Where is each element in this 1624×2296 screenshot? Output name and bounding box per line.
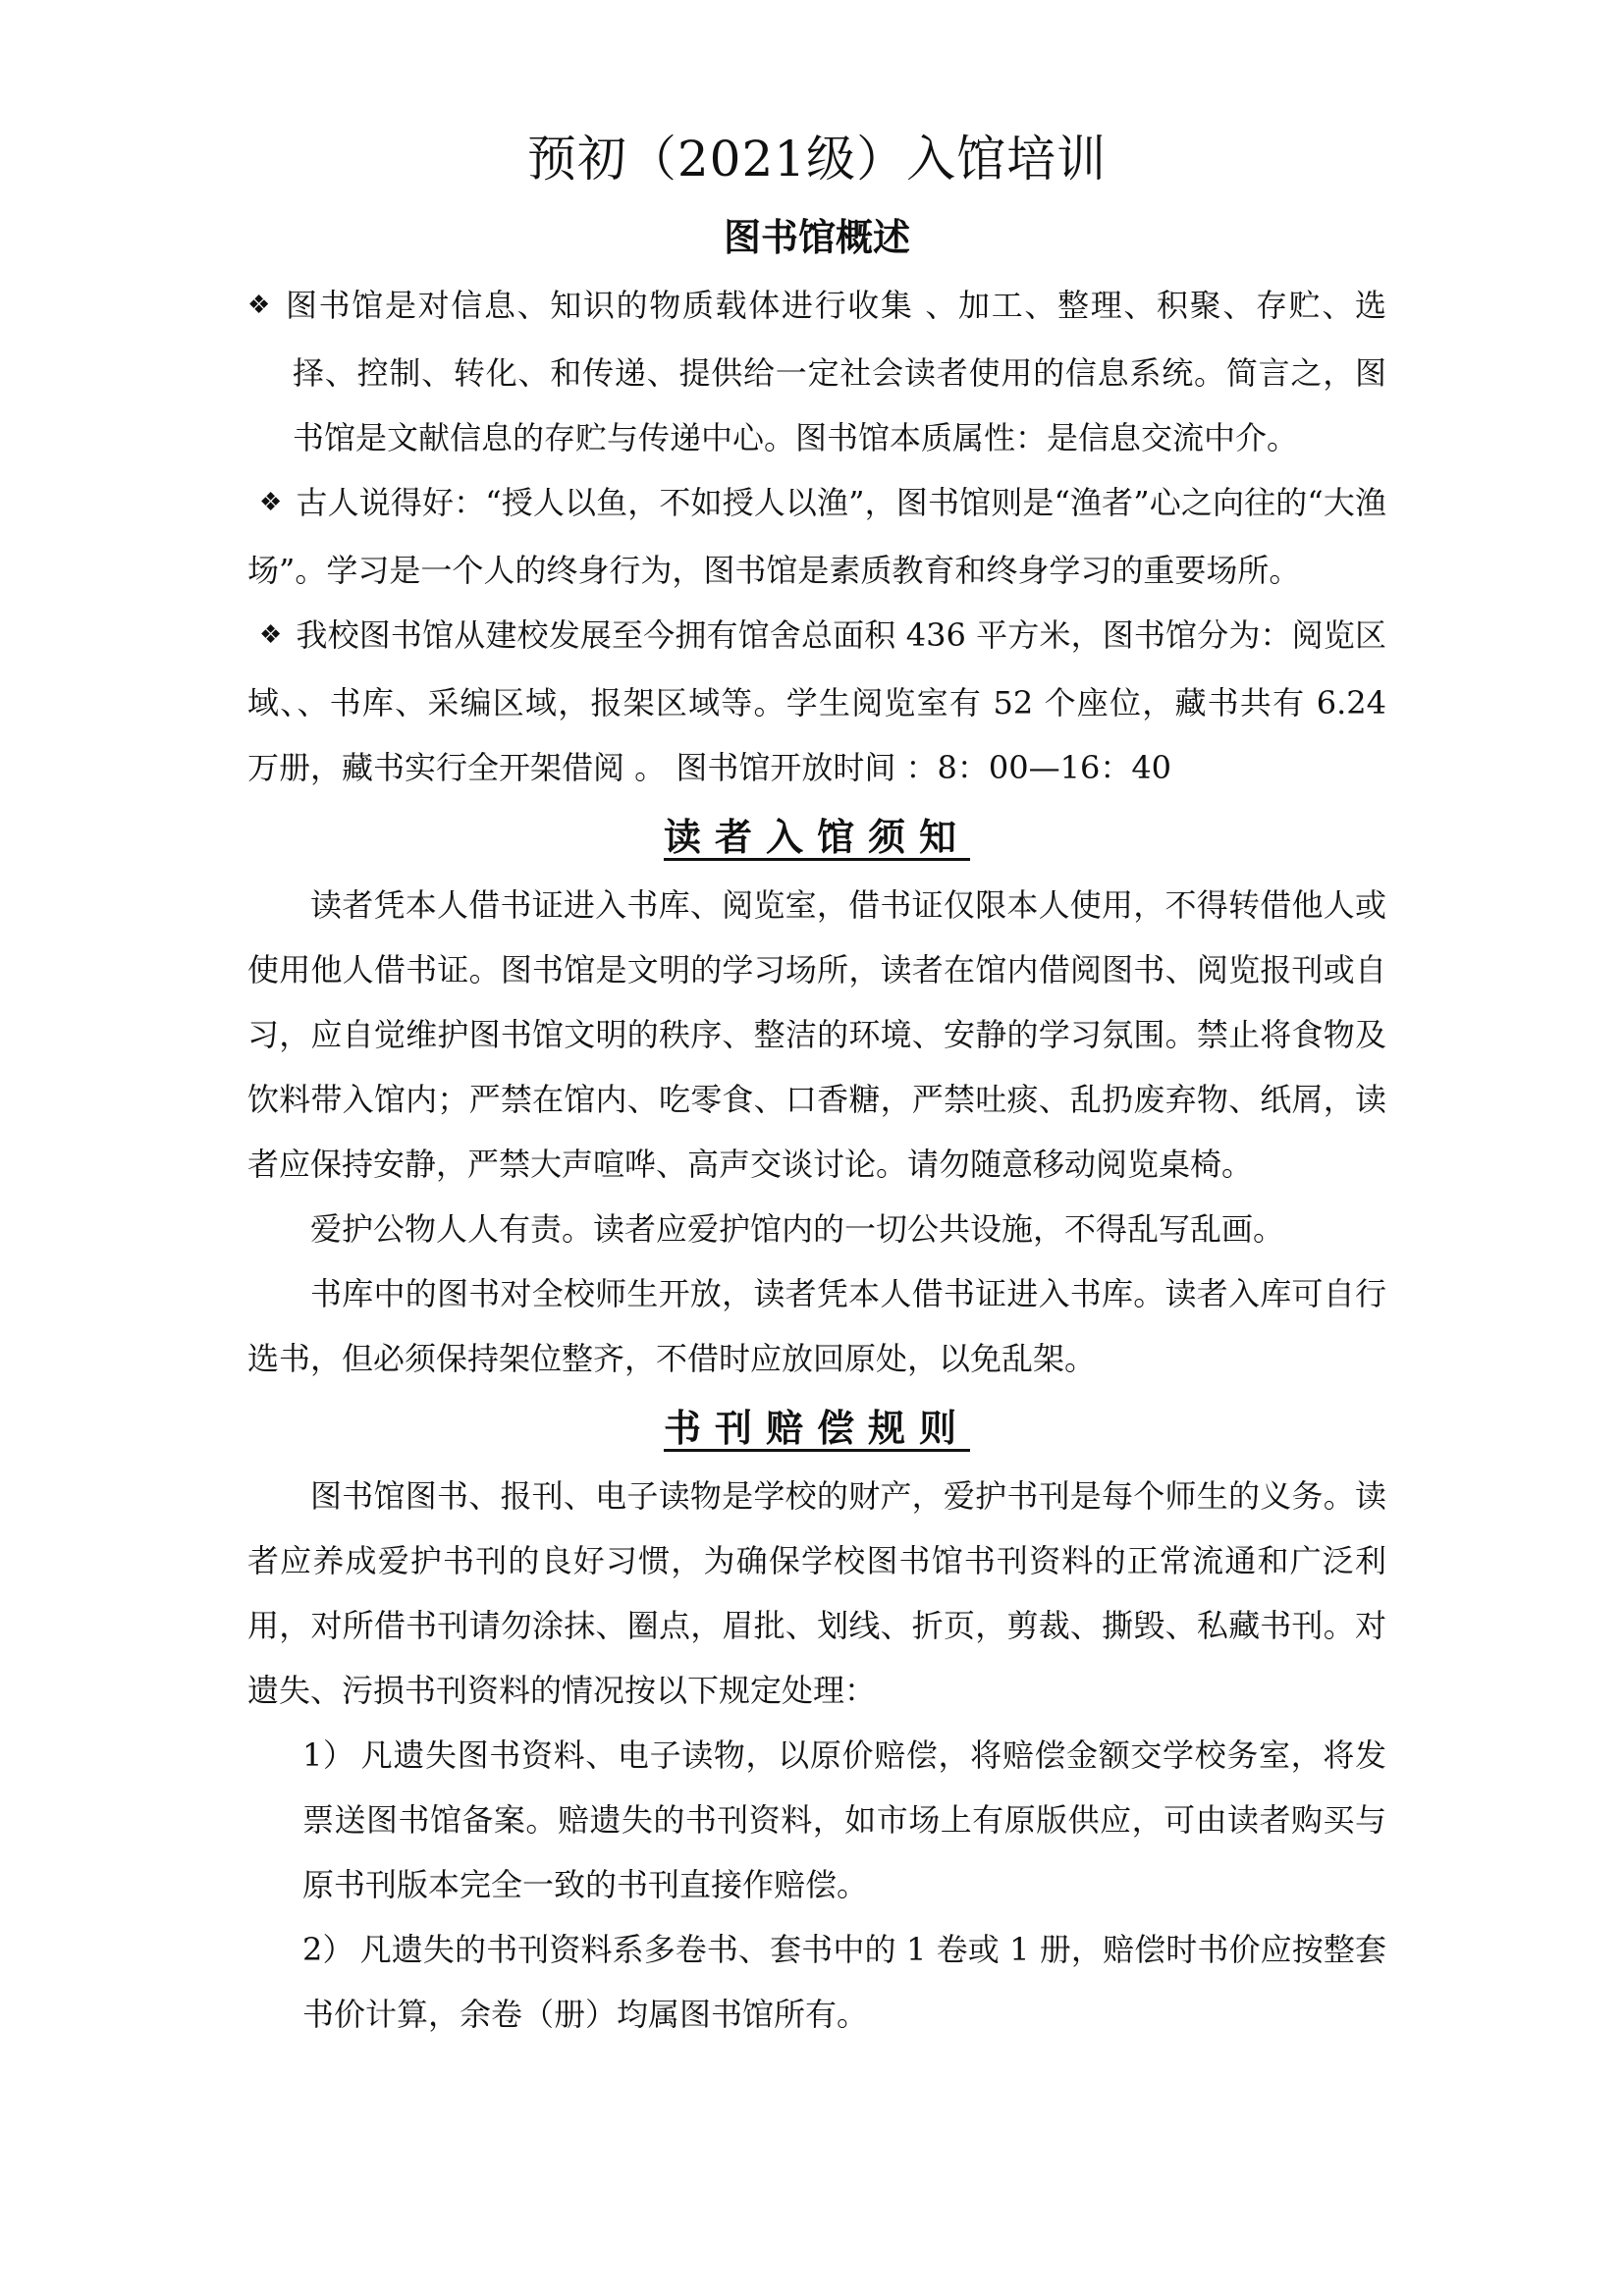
section-heading-text: 书刊赔偿规则 xyxy=(663,1406,970,1450)
section-heading-text: 读者入馆须知 xyxy=(663,815,970,859)
diamond-bullet-icon: ❖ xyxy=(259,620,283,650)
bullet-paragraph xyxy=(247,603,1386,800)
bullet-text: 图书馆是对信息、知识的物质载体进行收集 、加工、整理、积聚、存贮、选择、控制、转化、和传递、提供给一定社会读者使用的信息系统。简言之，图书馆是文献信息的存贮与传递中心。图书馆本质属性：是信息交流中介。 xyxy=(285,287,1386,456)
compensation-intro: 图书馆图书、报刊、电子读物是学校的财产，爱护书刊是每个师生的义务。读者应养成爱护书刊的良好习惯，为确保学校图书馆书刊资料的正常流通和广泛利用，对所借书刊请勿涂抹、圈点，眉批、划线、折页，剪裁、撕毁、私藏书刊。对遗失、污损书刊资料的情况按以下规定处理： xyxy=(247,1477,1386,1709)
rules-paragraph: 书库中的图书对全校师生开放，读者凭本人借书证进入书库。读者入库可自行选书，但必须保持架位整齐，不借时应放回原处，以免乱架。 xyxy=(247,1275,1386,1377)
diamond-bullet-icon: ❖ xyxy=(247,291,272,320)
rules-paragraph: 读者凭本人借书证进入书库、阅览室，借书证仅限本人使用，不得转借他人或使用他人借书证。图书馆是文明的学习场所，读者在馆内借阅图书、阅览报刊或自习，应自觉维护图书馆文明的秩序、整洁的环境、安静的学习氛围。禁止将食物及饮料带入馆内；严禁在馆内、吃零食、口香糖，严禁吐痰、乱扔废弃物、纸屑，读者应保持安静，严禁大声喧哗、高声交谈讨论。请勿随意移动阅览桌椅。 xyxy=(247,886,1386,1183)
document-page xyxy=(247,118,1386,2047)
bullet-text: 我校图书馆从建校发展至今拥有馆舍总面积 436 平方米，图书馆分为：阅览区域、、书库、采编区域，报架区域等。学生阅览室有 52 个座位，藏书共有 6.24 万册，藏书实行全开架借阅 。 图书馆开放时间 ：8：00—16：40 xyxy=(247,616,1386,786)
list-item-number: 1） xyxy=(302,1736,355,1774)
list-item-text: 凡遗失的书刊资料系多卷书、套书中的 1 卷或 1 册，赔偿时书价应按整套书价计算，余卷（册）均属图书馆所有。 xyxy=(302,1931,1386,2033)
bullet-text: 古人说得好：“授人以鱼，不如授人以渔”，图书馆则是“渔者”心之向往的“大渔场”。学习是一个人的终身行为，图书馆是素质教育和终身学习的重要场所。 xyxy=(247,484,1386,589)
diamond-bullet-icon: ❖ xyxy=(259,488,283,517)
list-item xyxy=(247,1723,1386,1917)
document-title: 预初（2021级）入馆培训 xyxy=(526,131,1108,187)
list-item xyxy=(247,1917,1386,2047)
bullet-paragraph xyxy=(247,470,1386,603)
list-item-text: 凡遗失图书资料、电子读物，以原价赔偿，将赔偿金额交学校务室，将发票送图书馆备案。赔遗失的书刊资料，如市场上有原版供应，可由读者购买与原书刊版本完全一致的书刊直接作赔偿。 xyxy=(302,1736,1386,1903)
section-heading-overview: 图书馆概述 xyxy=(723,215,910,259)
rules-paragraph: 爱护公物人人有责。读者应爱护馆内的一切公共设施，不得乱写乱画。 xyxy=(310,1210,1285,1248)
section-heading-compensation xyxy=(247,1397,1386,1460)
bullet-paragraph xyxy=(247,273,1386,470)
list-item-number: 2） xyxy=(302,1931,354,1968)
section-heading-reader-rules xyxy=(247,806,1386,869)
